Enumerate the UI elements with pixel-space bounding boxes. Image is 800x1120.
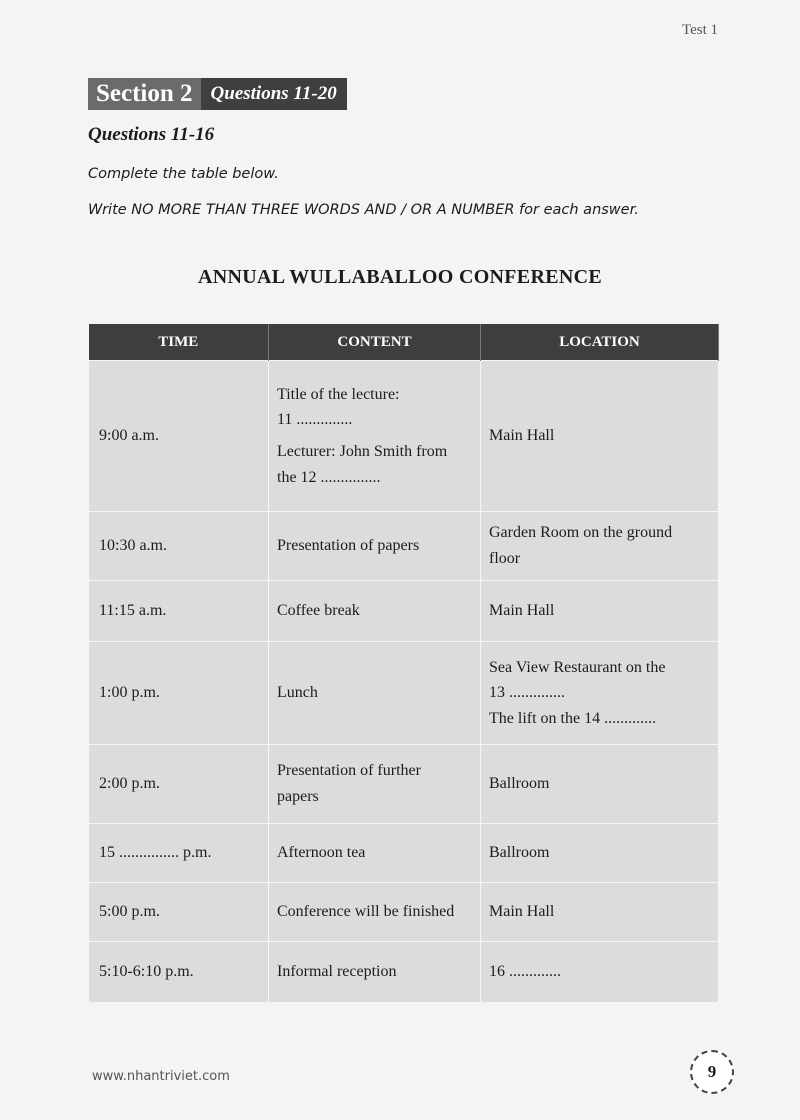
location-cell — [481, 883, 719, 942]
time-cell — [89, 745, 269, 824]
content-cell — [269, 745, 481, 824]
answer-blank-16[interactable]: 16 ............. — [489, 963, 561, 981]
location-line: Ballroom — [489, 775, 550, 793]
location-line: floor — [489, 550, 521, 567]
header-content: CONTENT — [269, 324, 481, 361]
table-row — [89, 581, 719, 642]
instruction-1: Complete the table below. — [88, 166, 279, 182]
location-line: Main Hall — [489, 427, 555, 445]
answer-blank-14[interactable]: The lift on the 14 ............. — [489, 709, 657, 727]
table-row — [89, 642, 719, 745]
page-number: 9 — [707, 1062, 717, 1081]
table-row — [89, 361, 719, 512]
location-line: Sea View Restaurant on the — [489, 658, 666, 676]
table-header-row — [89, 324, 719, 361]
time-cell — [89, 361, 269, 512]
content-cell — [269, 883, 481, 942]
time-text: 11:15 a.m. — [99, 602, 167, 620]
content-cell — [269, 942, 481, 1003]
time-text: 10:30 a.m. — [99, 537, 167, 555]
content-line: Coffee break — [277, 602, 360, 620]
section-questions: Questions 11-20 — [201, 78, 347, 110]
section-name: Section 2 — [88, 78, 201, 110]
time-cell — [89, 942, 269, 1003]
time-text: 1:00 p.m. — [99, 684, 160, 702]
time-cell — [89, 581, 269, 642]
location-line: Main Hall — [489, 602, 555, 620]
header-location: LOCATION — [481, 324, 719, 361]
location-cell — [481, 942, 719, 1003]
table-row — [89, 745, 719, 824]
content-line: Informal reception — [277, 963, 397, 981]
page-number-badge — [690, 1050, 734, 1094]
content-line: Presentation of papers — [277, 537, 420, 555]
answer-blank-12[interactable]: the 12 ............... — [277, 468, 381, 486]
section-banner — [88, 78, 347, 110]
instruction-2: Write NO MORE THAN THREE WORDS AND / OR A NUMBER for each answer. — [88, 202, 639, 218]
answer-blank-13[interactable]: 13 .............. — [489, 684, 565, 702]
footer-url: www.nhantriviet.com — [92, 1069, 230, 1084]
content-line: Conference will be finished — [277, 903, 455, 921]
table-title: ANNUAL WULLABALLOO CONFERENCE — [198, 266, 602, 288]
content-cell — [269, 512, 481, 581]
table-row — [89, 512, 719, 581]
answer-blank-15[interactable]: 15 ............... p.m. — [99, 844, 212, 862]
location-line: Main Hall — [489, 903, 555, 921]
content-cell — [269, 361, 481, 512]
time-cell — [89, 512, 269, 581]
time-cell — [89, 883, 269, 942]
location-cell — [481, 361, 719, 512]
content-line: Lunch — [277, 684, 318, 702]
content-cell — [269, 581, 481, 642]
time-cell — [89, 824, 269, 883]
content-line: Afternoon tea — [277, 844, 366, 862]
location-cell — [481, 824, 719, 883]
location-line: Garden Room on the ground — [489, 524, 673, 542]
time-text: 9:00 a.m. — [99, 427, 159, 445]
table-row — [89, 883, 719, 942]
location-cell — [481, 581, 719, 642]
location-cell — [481, 512, 719, 581]
time-text: 5:10-6:10 p.m. — [99, 963, 194, 981]
table-row — [89, 942, 719, 1003]
time-text: 2:00 p.m. — [99, 775, 160, 793]
time-text: 5:00 p.m. — [99, 903, 160, 921]
conference-table — [88, 324, 719, 1003]
content-cell — [269, 642, 481, 745]
subsection-title: Questions 11-16 — [88, 124, 215, 145]
content-line: Lecturer: John Smith from — [277, 443, 448, 460]
header-time: TIME — [89, 324, 269, 361]
location-cell — [481, 642, 719, 745]
location-line: Ballroom — [489, 844, 550, 862]
content-line: papers — [277, 788, 319, 805]
content-cell — [269, 824, 481, 883]
content-line: Presentation of further — [277, 762, 421, 780]
answer-blank-11[interactable]: 11 .............. — [277, 411, 353, 429]
content-line: Title of the lecture: — [277, 385, 400, 403]
test-label: Test 1 — [681, 22, 718, 38]
time-cell — [89, 642, 269, 745]
table-row — [89, 824, 719, 883]
location-cell — [481, 745, 719, 824]
